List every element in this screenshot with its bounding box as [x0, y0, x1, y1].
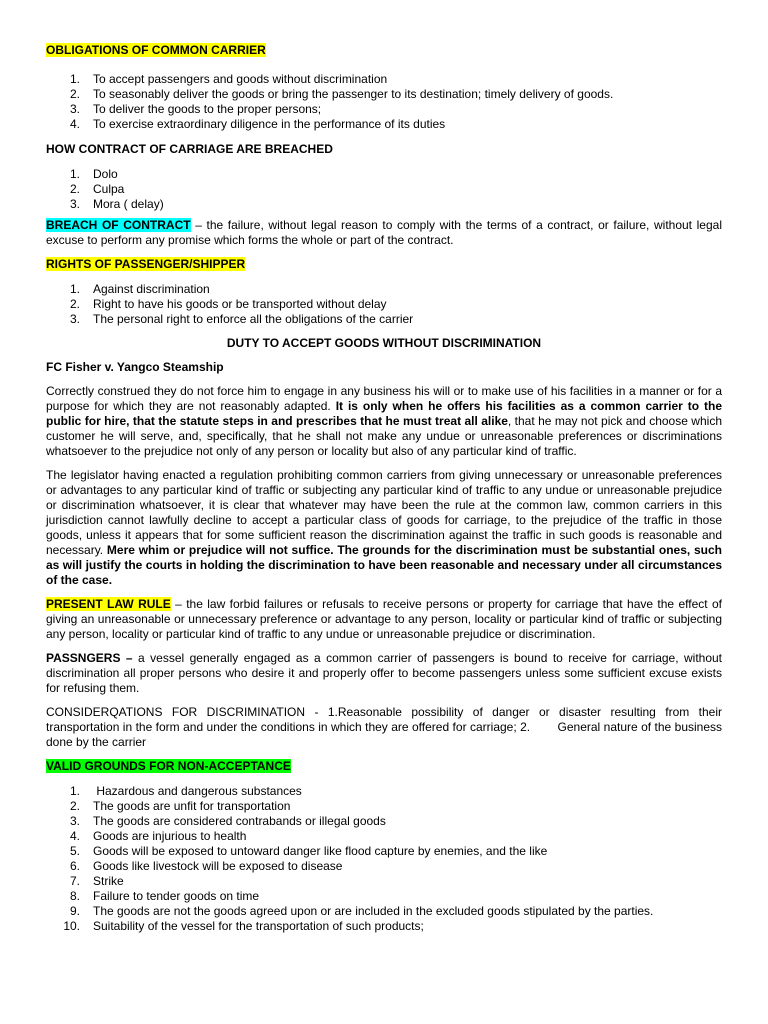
case-title: FC Fisher v. Yangco Steamship — [46, 360, 224, 374]
list-item: 3. The goods are considered contrabands or illegal goods — [69, 814, 386, 828]
list-item: 5. Goods will be exposed to untoward danger like flood capture by enemies, and the like — [69, 844, 548, 858]
list-item: 1. Against discrimination — [69, 282, 210, 296]
list-item: 4. Goods are injurious to health — [69, 829, 247, 843]
list-item: 3. To deliver the goods to the proper persons; — [69, 102, 322, 116]
list-item: 6. Goods like livestock will be exposed to disease — [69, 859, 343, 873]
rights-heading: RIGHTS OF PASSENGER/SHIPPER — [46, 257, 246, 271]
section-rights — [46, 257, 722, 327]
list-item: 10. Suitability of the vessel for the transportation of such products; — [63, 919, 424, 933]
present-law-paragraph: PRESENT LAW RULE – the law forbid failures or refusals to receive persons or property for carriage that have the effect of giving an unreasonable or unnecessary preference or advantage to any person, locality or particular kind of traffic or subjecting any person, locality or particular kind of traffic to any undue or unreasonable prejudice or discrimination. — [46, 597, 723, 641]
list-item: 7. Strike — [69, 874, 124, 888]
breached-list — [46, 167, 722, 212]
passengers-term: PASSNGERS — [46, 651, 121, 665]
breach-term: BREACH OF CONTRACT — [46, 218, 191, 232]
list-item: 1. To accept passengers and goods without discrimination — [69, 72, 388, 86]
breach-paragraph: BREACH OF CONTRACT – the failure, without legal reason to comply with the terms of a contract, or failure, without legal excuse to perform any promise which forms the whole or part of the contract. — [46, 218, 722, 247]
list-item: 2. Right to have his goods or be transported without delay — [69, 297, 387, 311]
list-item: 3. The personal right to enforce all the obligations of the carrier — [69, 312, 414, 326]
document-page — [46, 40, 726, 934]
list-item: 3. Mora ( delay) — [69, 197, 164, 211]
section-obligations — [46, 43, 722, 132]
valid-grounds-list — [46, 784, 722, 934]
list-item: 9. The goods are not the goods agreed upon or are included in the excluded goods stipulated by the parties. — [69, 904, 654, 918]
case-paragraph-1: Correctly construed they do not force him to engage in any business his will or to make use of his facilities in a manner or for a purpose for which they are not reasonably adapted. It is only when he offers his facilities as a common carrier to the public for hire, that the statute steps in and prescribes that he must treat all alike, that he may not pick and choose which customer he will serve, and, specifically, that he shall not make any undue or unreasonable preferences or discriminations whatsoever to the prejudice not only of any person or locality but also of any particular kind of traffic. — [46, 384, 723, 458]
list-item: 2. The goods are unfit for transportation — [69, 799, 291, 813]
valid-grounds-heading: VALID GROUNDS FOR NON-ACCEPTANCE — [46, 759, 291, 773]
considerations-paragraph: CONSIDERQATIONS FOR DISCRIMINATION - 1.Reasonable possibility of danger or disaster resulting from their transportation in the form and under the conditions in which they are offered for carriage; 2. General nature of the business done by the carrier — [46, 705, 726, 749]
rights-list — [46, 282, 722, 327]
list-item: 2. To seasonably deliver the goods or bring the passenger to its destination; timely delivery of goods. — [69, 87, 614, 101]
section-breached — [46, 142, 722, 212]
duty-title: DUTY TO ACCEPT GOODS WITHOUT DISCRIMINATION — [226, 336, 542, 350]
list-item: 1. Hazardous and dangerous substances — [69, 784, 302, 798]
list-item: 1. Dolo — [69, 167, 118, 181]
present-law-term: PRESENT LAW RULE — [46, 597, 171, 611]
list-item: 8. Failure to tender goods on time — [69, 889, 260, 903]
case-paragraph-2: The legislator having enacted a regulation prohibiting common carriers from giving unnecessary or unreasonable preferences or advantages to any particular kind of traffic or subjecting any particular kind of traffic to any undue or unreasonable prejudice or discrimination whatsoever, it is clear that whatever may have been the rule at the common law, common carriers in this jurisdiction cannot lawfully decline to accept a particular class of goods for carriage, to the prejudice of the traffic in those goods, unless it appears that for some sufficient reason the discrimination against the traffic in such goods is reasonable and necessary. Mere whim or prejudice will not suffice. The grounds for the discrimination must be substantial ones, such as will justify the courts in holding the discrimination to have been reasonable and necessary under all circumstances of the case. — [46, 468, 722, 587]
passengers-paragraph: PASSNGERS – a vessel generally engaged as a common carrier of passengers is bound to receive for carriage, without discrimination all proper persons who desire it and properly offer to become passengers unless some sufficient excuse exists for refusing them. — [46, 651, 723, 695]
obligations-list — [46, 72, 722, 132]
list-item: 2. Culpa — [69, 182, 125, 196]
section-valid-grounds — [46, 759, 722, 934]
list-item: 4. To exercise extraordinary diligence in the performance of its duties — [69, 117, 446, 131]
obligations-heading: OBLIGATIONS OF COMMON CARRIER — [46, 43, 266, 57]
breached-heading: HOW CONTRACT OF CARRIAGE ARE BREACHED — [46, 142, 333, 156]
